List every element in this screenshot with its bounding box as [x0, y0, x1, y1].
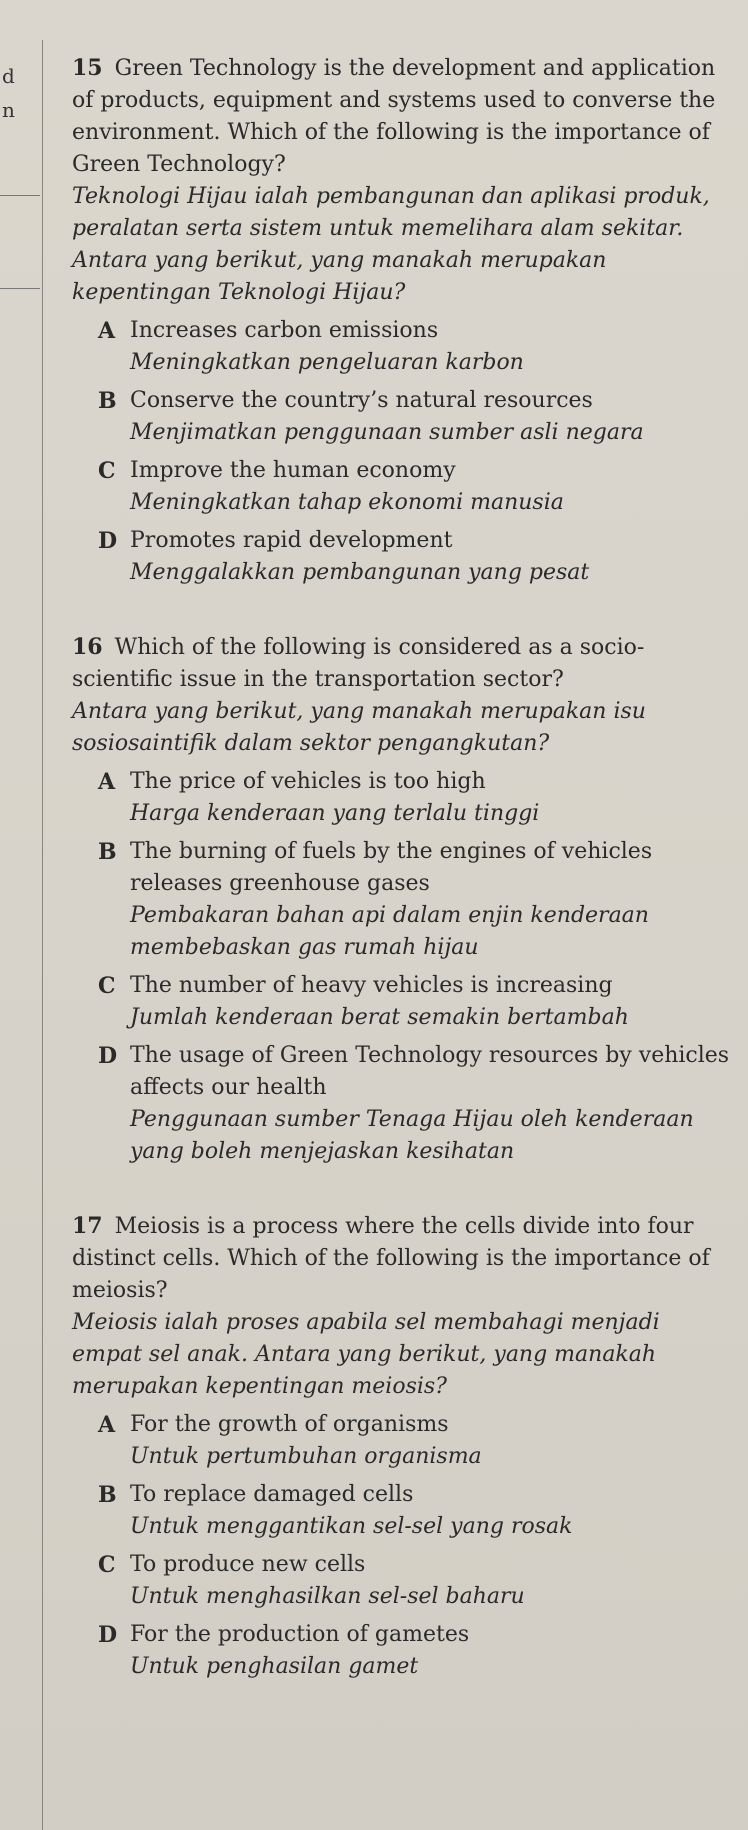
option-text-en: Improve the human economy	[130, 458, 456, 483]
margin-box	[0, 195, 40, 289]
question-stem	[72, 631, 732, 760]
option-text-ms: Penggunaan sumber Tenaga Hijau oleh kenderaan yang boleh menjejaskan kesihatan	[130, 1107, 694, 1164]
question-stem-en: 15 Green Technology is the development and application of products, equipment and systems used to converse the environment. Which of the following is the importance of Green Technology?	[72, 55, 716, 177]
question-number: 15	[72, 55, 103, 81]
option-b[interactable]	[98, 836, 732, 964]
option-c[interactable]	[98, 1549, 732, 1613]
option-text-ms: Menggalakkan pembangunan yang pesat	[130, 560, 590, 585]
option-b[interactable]	[98, 1479, 732, 1543]
option-text-en: For the production of gametes	[130, 1622, 470, 1647]
option-text-ms: Menjimatkan penggunaan sumber asli negara	[130, 420, 644, 445]
option-letter: B	[98, 839, 117, 865]
option-letter: D	[98, 528, 118, 554]
option-text-en: To replace damaged cells	[130, 1482, 414, 1507]
option-letter: C	[98, 973, 116, 999]
option-text-en: The number of heavy vehicles is increasing	[130, 973, 613, 998]
question-15	[72, 52, 732, 589]
option-list	[72, 315, 732, 589]
option-text-en: Conserve the country’s natural resources	[130, 388, 593, 413]
question-stem-ms: Teknologi Hijau ialah pembangunan dan aplikasi produk, peralatan serta sistem untuk memelihara alam sekitar. Antara yang berikut, yang manakah merupakan kepentingan Teknologi Hijau?	[72, 184, 710, 305]
option-text-ms: Untuk menghasilkan sel-sel baharu	[130, 1584, 525, 1609]
option-letter: D	[98, 1043, 118, 1069]
option-text-ms: Meningkatkan tahap ekonomi manusia	[130, 490, 564, 515]
margin-rule	[42, 40, 43, 1830]
option-c[interactable]	[98, 970, 732, 1034]
margin-mark: d	[2, 64, 15, 88]
option-a[interactable]	[98, 315, 732, 379]
option-c[interactable]	[98, 455, 732, 519]
question-stem-en: 16 Which of the following is considered as a socio-scientific issue in the transportation sector?	[72, 634, 645, 692]
option-text-ms: Untuk penghasilan gamet	[130, 1654, 419, 1679]
option-d[interactable]	[98, 1040, 732, 1168]
option-letter: C	[98, 458, 116, 484]
option-text-en: The usage of Green Technology resources by vehicles affects our health	[130, 1043, 730, 1100]
option-letter: A	[98, 1412, 116, 1438]
option-text-ms: Pembakaran bahan api dalam enjin kenderaan membebaskan gas rumah hijau	[130, 903, 649, 960]
option-d[interactable]	[98, 525, 732, 589]
option-b[interactable]	[98, 385, 732, 449]
option-text-en: The price of vehicles is too high	[130, 769, 486, 794]
option-list	[72, 1409, 732, 1683]
option-text-en: The burning of fuels by the engines of vehicles releases greenhouse gases	[130, 839, 653, 896]
option-list	[72, 766, 732, 1168]
option-letter: D	[98, 1622, 118, 1648]
option-letter: B	[98, 1482, 117, 1508]
option-text-ms: Untuk menggantikan sel-sel yang rosak	[130, 1514, 573, 1539]
question-list	[72, 52, 732, 1725]
question-stem-en: 17 Meiosis is a process where the cells divide into four distinct cells. Which of the following is the importance of meiosis?	[72, 1213, 710, 1303]
option-letter: A	[98, 318, 116, 344]
question-stem	[72, 52, 732, 309]
question-stem-ms: Antara yang berikut, yang manakah merupakan isu sosiosaintifik dalam sektor pengangkutan?	[72, 699, 646, 756]
option-text-ms: Harga kenderaan yang terlalu tinggi	[130, 801, 540, 826]
option-d[interactable]	[98, 1619, 732, 1683]
option-text-en: Increases carbon emissions	[130, 318, 439, 343]
option-text-ms: Untuk pertumbuhan organisma	[130, 1444, 482, 1469]
question-stem	[72, 1210, 732, 1403]
option-a[interactable]	[98, 1409, 732, 1473]
option-a[interactable]	[98, 766, 732, 830]
option-letter: A	[98, 769, 116, 795]
option-text-en: To produce new cells	[130, 1552, 366, 1577]
question-number: 16	[72, 634, 103, 660]
question-stem-ms: Meiosis ialah proses apabila sel membahagi menjadi empat sel anak. Antara yang berikut, yang manakah merupakan kepentingan meiosis?	[72, 1310, 660, 1399]
option-text-en: For the growth of organisms	[130, 1412, 449, 1437]
option-text-en: Promotes rapid development	[130, 528, 453, 553]
margin-mark: n	[2, 98, 15, 122]
question-17	[72, 1210, 732, 1683]
option-text-ms: Meningkatkan pengeluaran karbon	[130, 350, 524, 375]
question-number: 17	[72, 1213, 103, 1239]
option-letter: B	[98, 388, 117, 414]
option-text-ms: Jumlah kenderaan berat semakin bertambah	[130, 1005, 629, 1030]
option-letter: C	[98, 1552, 116, 1578]
question-16	[72, 631, 732, 1168]
